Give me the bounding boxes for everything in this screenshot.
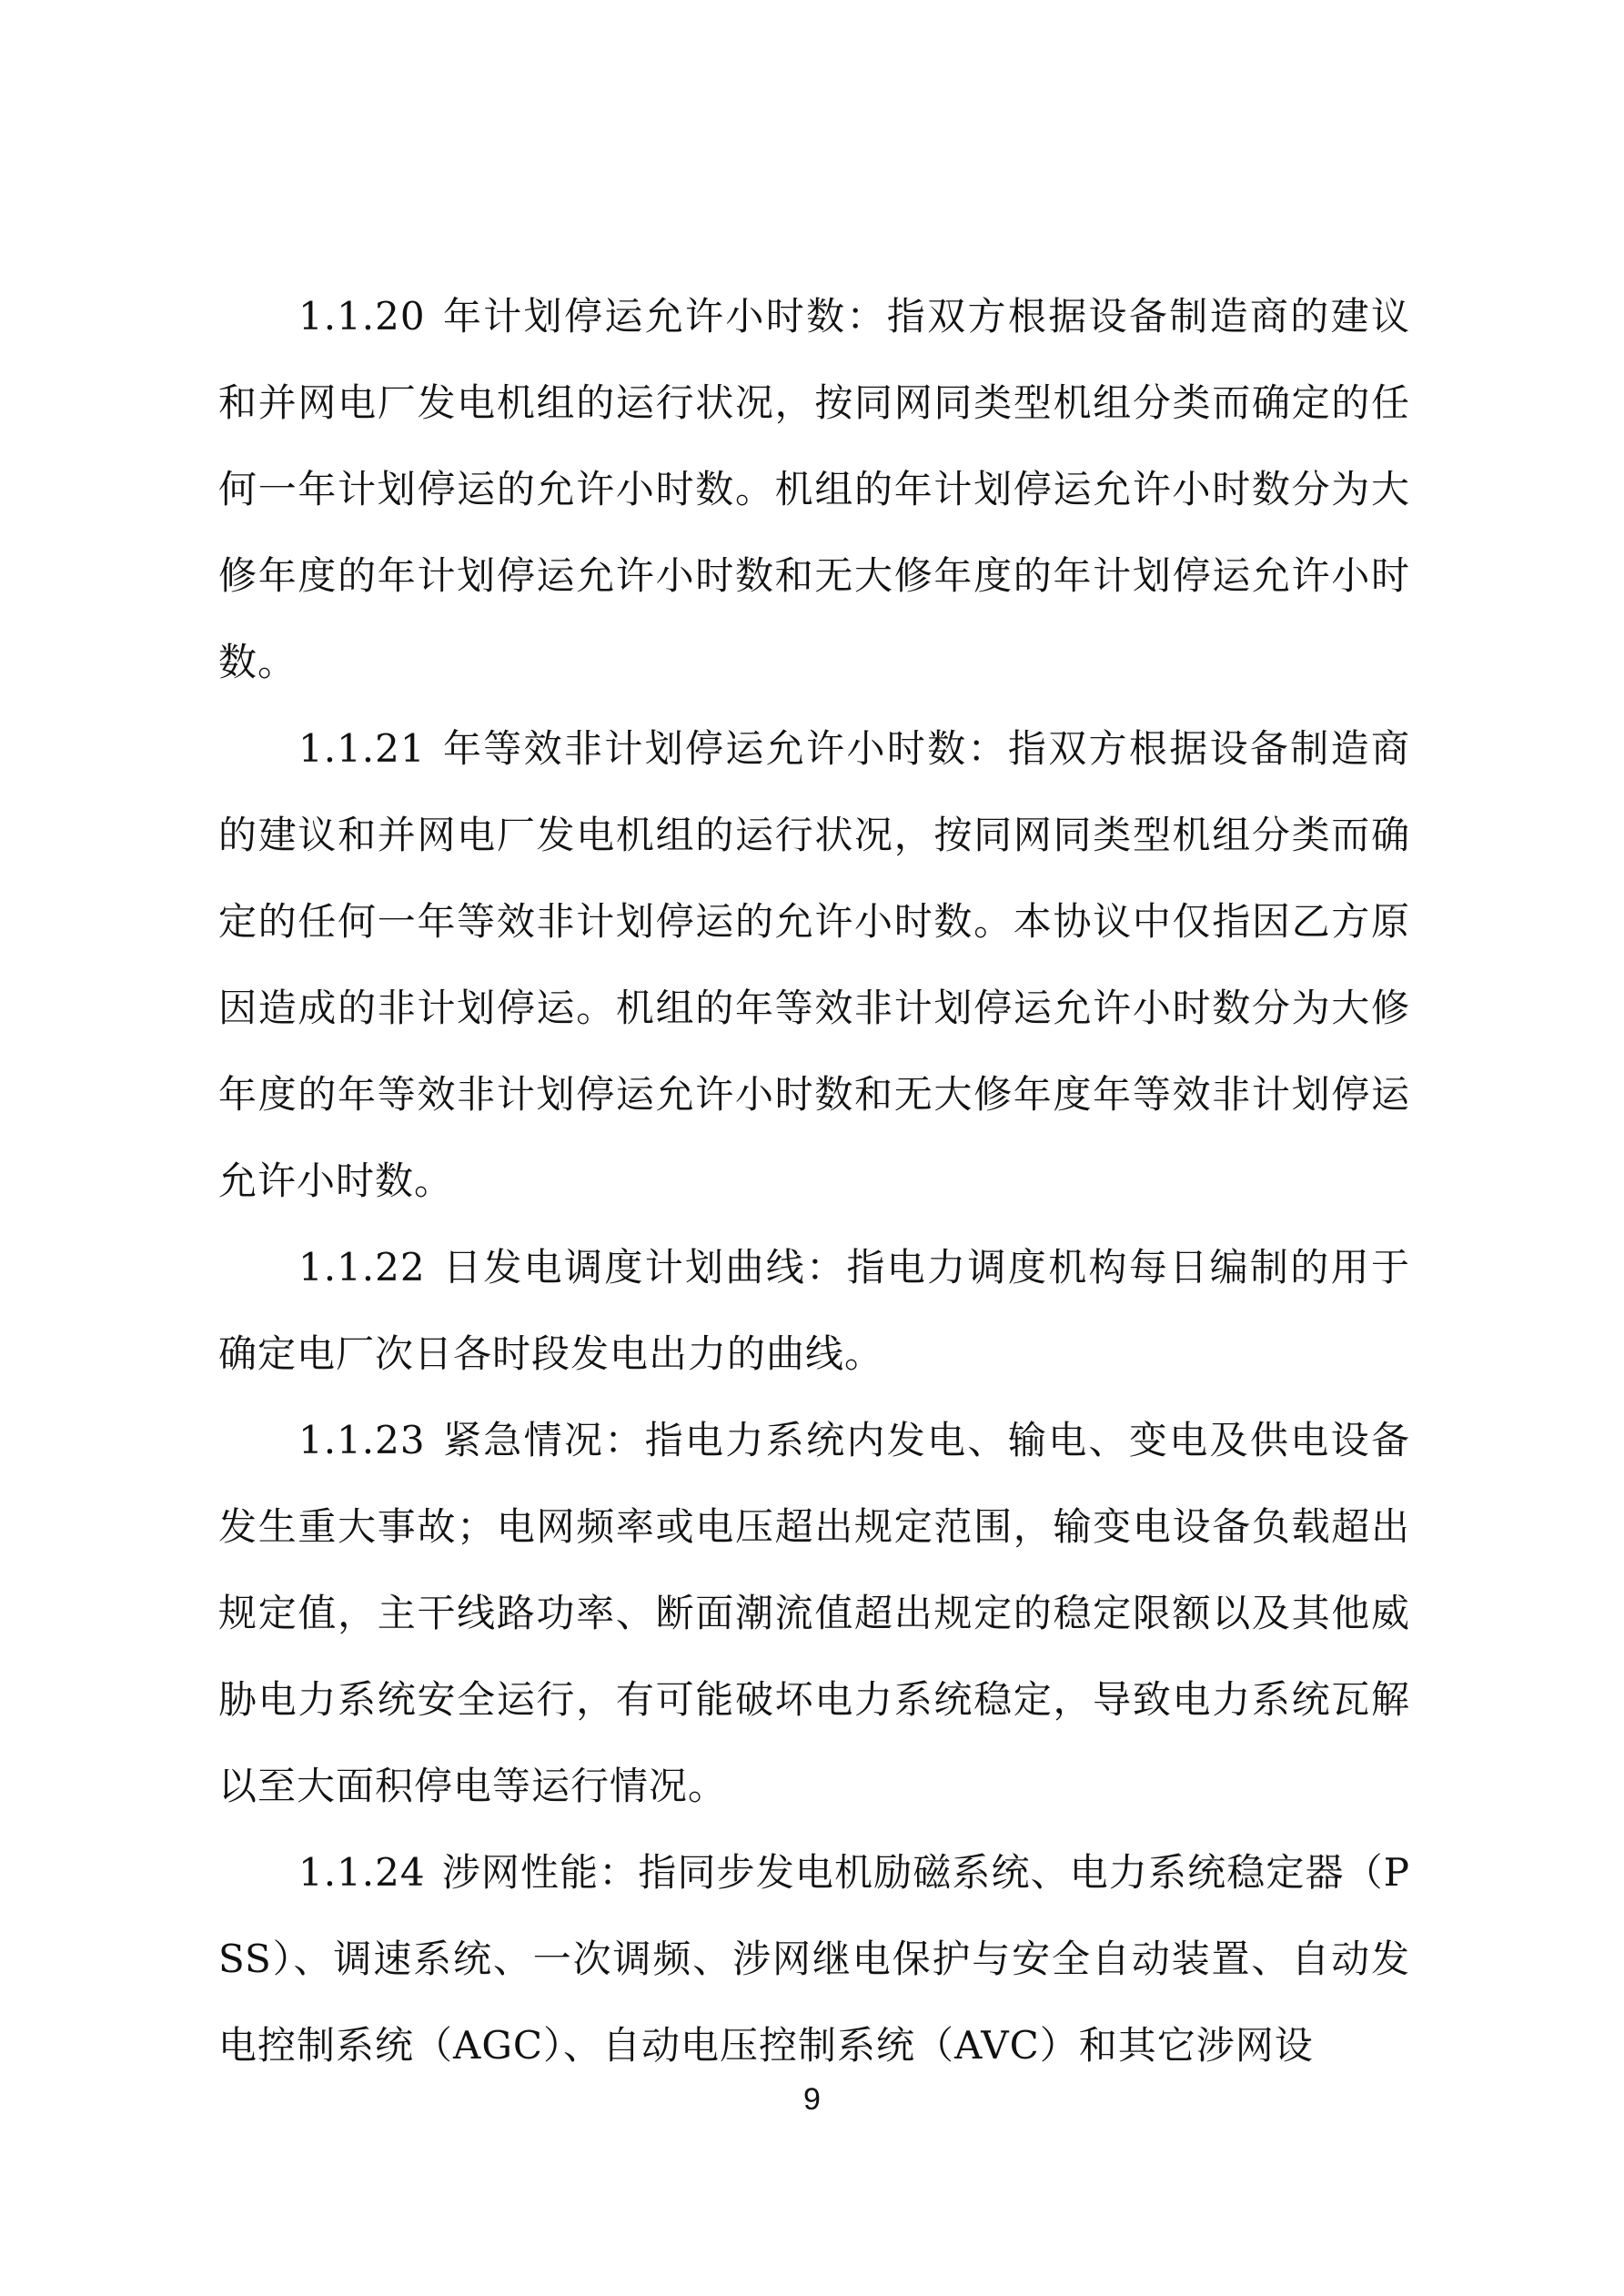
clause-text: 日发电调度计划曲线：指电力调度机构每日编制的用于确定电厂次日各时段发电出力的曲线。 (218, 1245, 1410, 1376)
clause-number: 1.1.20 (298, 294, 426, 339)
clause-number: 1.1.23 (298, 1418, 426, 1462)
clause-text: 涉网性能：指同步发电机励磁系统、电力系统稳定器（PSS）、调速系统、一次调频、涉网继电保护与安全自动装置、自动发电控制系统（AGC）、自动电压控制系统（AVC）和其它涉网设 (218, 1850, 1410, 2068)
clause-1-1-23 (218, 1397, 1410, 1829)
page-number: 9 (803, 2082, 821, 2117)
clause-1-1-20 (218, 273, 1410, 705)
document-body (218, 273, 1410, 2089)
clause-number: 1.1.21 (298, 726, 426, 771)
clause-text: 年计划停运允许小时数：指双方根据设备制造商的建议和并网电厂发电机组的运行状况，按同网同类型机组分类而确定的任何一年计划停运的允许小时数。机组的年计划停运允许小时数分为大修年度的年计划停运允许小时数和无大修年度的年计划停运允许小时数。 (218, 294, 1410, 684)
clause-1-1-21 (218, 705, 1410, 1224)
clause-number: 1.1.24 (298, 1850, 426, 1895)
clause-text: 年等效非计划停运允许小时数：指双方根据设备制造商的建议和并网电厂发电机组的运行状况，按同网同类型机组分类而确定的任何一年等效非计划停运的允许小时数。本协议中仅指因乙方原因造成的非计划停运。机组的年等效非计划停运允许小时数分为大修年度的年等效非计划停运允许小时数和无大修年度年等效非计划停运允许小时数。 (218, 726, 1410, 1203)
clause-1-1-24 (218, 1829, 1410, 2089)
clause-number: 1.1.22 (298, 1245, 426, 1290)
clause-1-1-22 (218, 1224, 1410, 1397)
clause-text: 紧急情况：指电力系统内发电、输电、变电及供电设备发生重大事故；电网频率或电压超出规定范围，输变电设备负载超出规定值，主干线路功率、断面潮流值超出规定的稳定限额以及其他威胁电力系统安全运行，有可能破坏电力系统稳定，导致电力系统瓦解以至大面积停电等运行情况。 (218, 1418, 1410, 1808)
